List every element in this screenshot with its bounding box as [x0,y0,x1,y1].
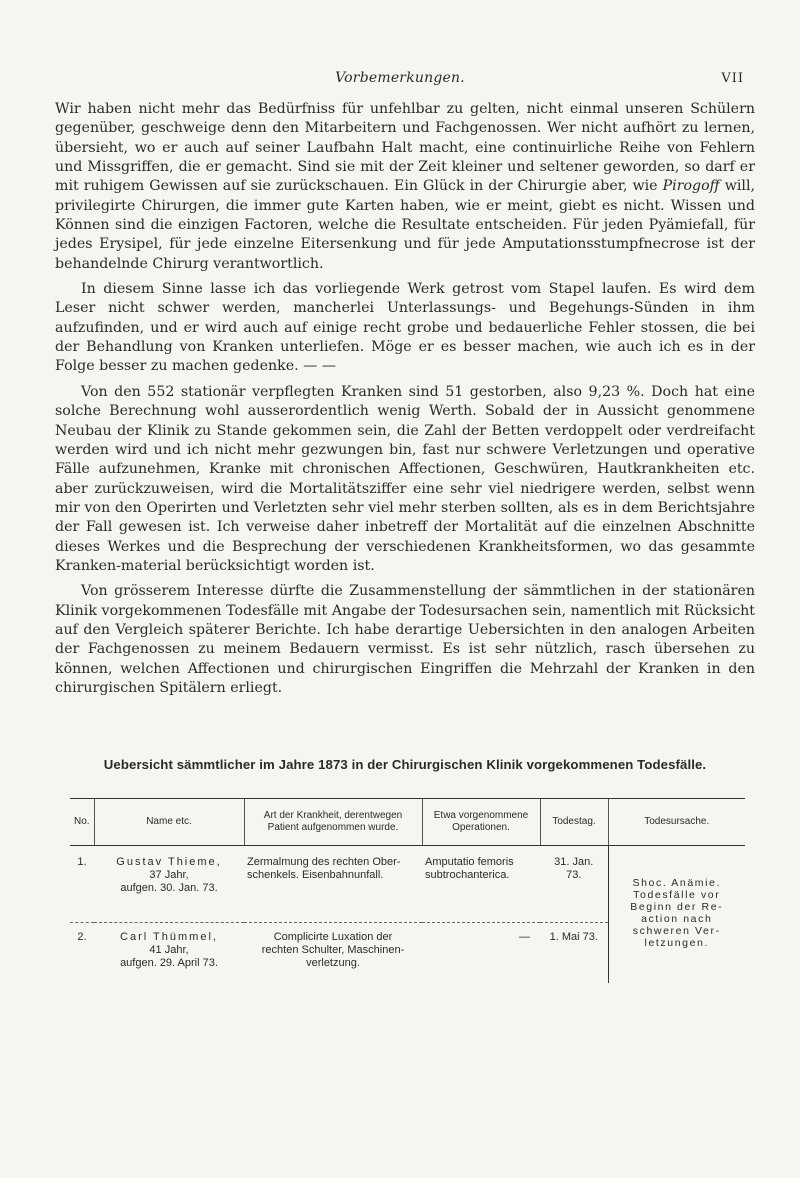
cell-operation [422,846,540,923]
page-number: VII [721,71,744,86]
header-cause: Todesursache. [608,799,745,846]
header-operation-line2: Operationen. [452,822,510,833]
body-text [55,100,755,704]
operation-line: Amputatio femoris [425,856,514,868]
header-date: Todestag. [540,799,608,846]
cell-no: 1. [77,856,87,868]
cell-date [540,923,608,984]
cell-cause [608,846,745,984]
paragraph-1-part-b: will, privilegirte Chirurgen, die immer gute Karten haben, wie er meint, giebt es nicht. Wissen und Können sind die einzigen Factoren, welche die Resultate entscheiden. Für jeden Pyämiefall, für jedes Erysipel, für jede einzelne Eitersenkung und für jede Amputationsstumpfnecrose ist der behandelnde Chirurg verantwortlich. [55,178,756,272]
cause-line: action nach [641,912,713,925]
cause-line: Shoc. Anämie. [632,876,721,889]
illness-line: schenkels. Eisenbahnunfall. [247,869,384,881]
cell-illness [244,846,422,923]
cell-operation [422,923,540,984]
illness-line: rechten Schulter, Maschinen- [261,944,405,956]
paragraph-1 [55,100,755,274]
paragraph-4: Von grösserem Interesse dürfte die Zusammenstellung der sämmtlichen in der stationären Klinik vorgekommenen Todesfälle mit Angabe der Todesursachen sein, namentlich mit Rücksicht auf den Vergleich späterer Berichte. Ich habe derartige Uebersichten in den analogen Arbeiten der Fachgenossen zu meinem Bedauern vermisst. Es ist sehr nützlich, rasch übersehen zu können, welchen Affectionen und chirurgischen Eingriffen die Mehrzahl der Kranken in den chirurgischen Spitälern erliegt. [55,583,755,696]
page-header [50,70,750,90]
illness-line: Complicirte Luxation der [273,931,393,943]
table-row [70,846,745,923]
header-illness [244,799,422,846]
paragraph-1-part-a: Wir haben nicht mehr das Bedürfniss für unfehlbar zu gelten, nicht einmal unseren Schülern gegenüber, geschweige denn den Mitarbeitern und Fachgenossen. Wer nicht aufhört zu lernen, übersieht, wo er auch auf seiner Laufbahn Halt macht, eine continuirliche Reihe von Fehlern und Missgriffen, die er gemacht. Sind sie mit der Zeit kleiner und seltener geworden, so darf er mit ruhigem Gewissen auf sie zurückschauen. Ein Glück in der Chirurgie aber, wie [55,101,755,195]
header-no: No. [70,799,94,846]
operation-line: subtrochanterica. [425,869,510,881]
cell-no: 2. [70,923,94,984]
date-line: 1. Mai 73. [549,931,598,943]
header-operation-line1: Etwa vorgenommene [433,810,529,821]
cell-illness [244,923,422,984]
header-illness-line1: Art der Krankheit, derentwegen [263,810,403,821]
date-line: 31. Jan. [554,856,594,868]
header-name: Name etc. [94,799,244,846]
admission-date: aufgen. 30. Jan. 73. [120,882,218,894]
running-title: Vorbemerkungen. [335,70,465,86]
admission-date: aufgen. 29. April 73. [120,957,218,969]
header-operation [422,799,540,846]
patient-name: Gustav Thieme, [116,856,222,868]
cell-date [540,846,608,923]
paragraph-3: Von den 552 stationär verpflegten Kranken sind 51 gestorben, also 9,23 %. Doch hat eine solche Berechnung wohl ausserordentlich wenig Werth. Sobald der in Aussicht genommene Neubau der Klinik zu Stande gekommen sein, die Zahl der Betten verdoppelt oder verdreifacht werden wird und ich nicht mehr gezwungen bin, fast nur schwere Verletzungen und operative Fälle aufzunehmen, Kranke mit chronischen Affectionen, Geschwüren, Hautkrankheiten etc. aber zurückzuweisen, wird die Mortalitätsziffer eine sehr viel niedrigere werden, selbst wenn mir von den Operirten und Verletzten sehr viel mehr sterben sollten, als es in dem Berichtsjahre der Fall gewesen ist. Ich verweise daher inbetreff der Mortalität auf die einzelnen Abschnitte dieses Werkes und die Besprechung der verschiedenen Krankheitsformen, wo das gesammte Kranken-material berücksichtigt worden ist. [55,383,755,574]
illness-line: Zermalmung des rechten Ober- [247,856,401,868]
cell-name [94,846,244,923]
cause-line: Todesfälle vor [633,888,721,901]
cause-line: Beginn der Re- [630,900,724,913]
cause-line: letzungen. [644,936,709,949]
author-name: Pirogoff [662,178,720,195]
table-header-row [70,799,745,846]
operation-line: — [519,931,530,943]
cause-line: schweren Ver- [632,924,721,937]
table-caption: Uebersicht sämmtlicher im Jahre 1873 in der Chirurgischen Klinik vorgekommenen Todesfälle. [103,757,707,772]
patient-age: 37 Jahr, [149,869,189,881]
patient-age: 41 Jahr, [149,944,189,956]
deaths-table [70,798,745,983]
date-line: 73. [566,869,582,881]
cell-name [94,923,244,984]
header-illness-line2: Patient aufgenommen wurde. [267,822,399,833]
paragraph-2: In diesem Sinne lasse ich das vorliegende Werk getrost vom Stapel laufen. Es wird dem Leser nicht schwer werden, mancherlei Unterlassungs- und Begehungs-Sünden in ihm aufzufinden, und er wird auch auf einige recht grobe und bedauerliche Fehler stossen, die bei der Behandlung von Kranken unterliefen. Möge er es besser machen, wie auch ich es in der Folge besser zu machen gedenke. — — [55,281,755,375]
patient-name: Carl Thümmel, [120,931,218,943]
illness-line: verletzung. [306,957,360,969]
